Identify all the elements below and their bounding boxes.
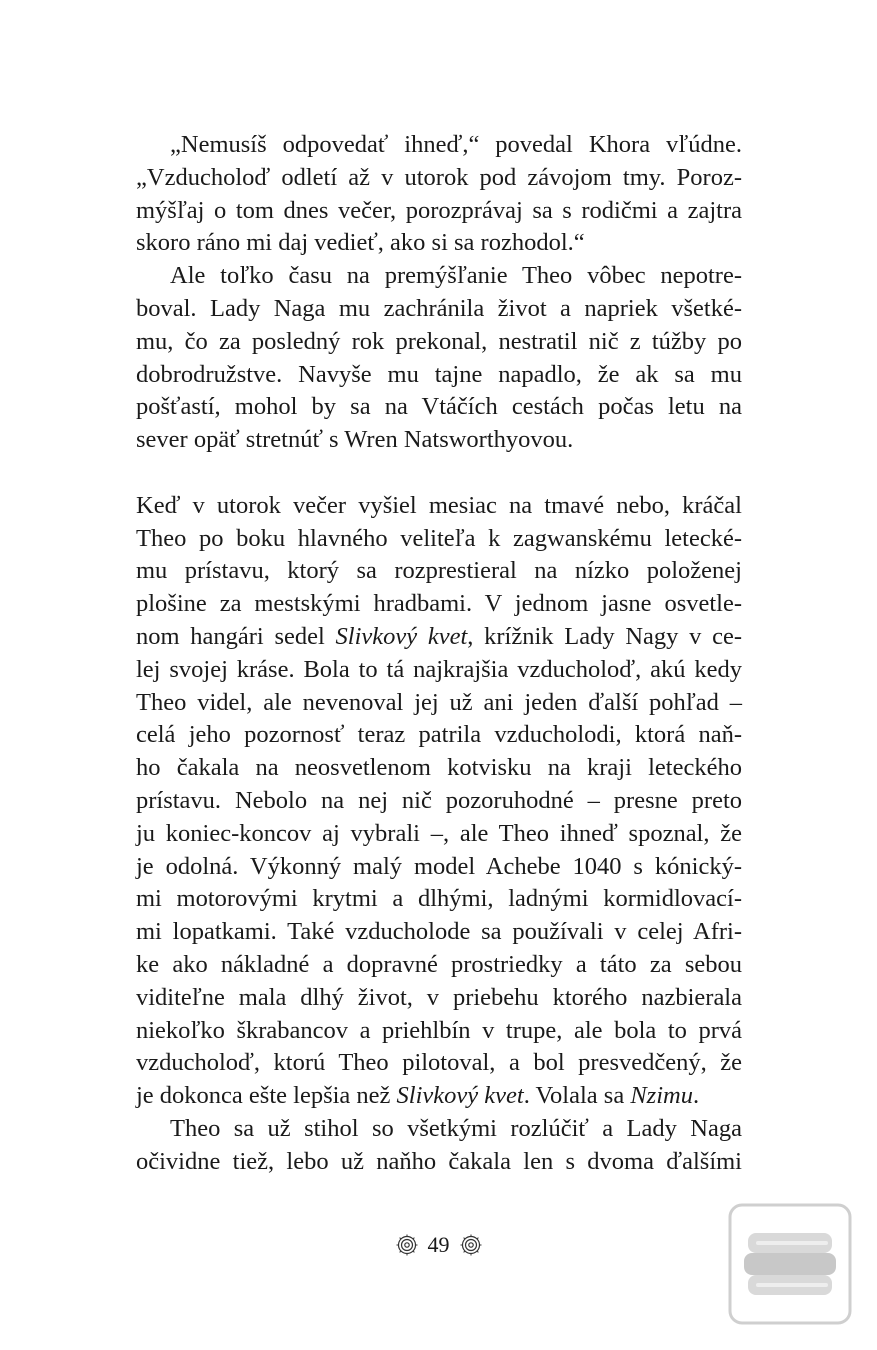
paragraph [136, 490, 742, 1113]
paragraph [136, 129, 742, 260]
text-line: niekoľko škrabancov a priehlbín v trupe, ale bola to prvá [136, 1016, 742, 1044]
text-line: mu prístavu, ktorý sa rozprestieral na nízko položenej [136, 557, 742, 585]
paragraph [136, 1113, 742, 1179]
text-line: skoro ráno mi daj vedieť, ako si sa rozhodol.“ [136, 229, 585, 257]
text-line: ju koniec-koncov aj vybrali –, ale Theo ihneď spoznal, že [136, 819, 742, 847]
text-line: plošine za mestskými hradbami. V jednom jasne osvetle- [136, 590, 742, 618]
paragraph [136, 260, 742, 457]
italic-title: Slivkový kvet [396, 1082, 524, 1110]
text-line: mu, čo za posledný rok prekonal, nestratil nič z túžby po [136, 327, 742, 355]
text-line: pošťastí, mohol by sa na Vtáčích cestách počas letu na [136, 393, 742, 421]
body-text [136, 129, 742, 1179]
text-line: Theo videl, ale nevenoval jej už ani jeden ďalší pohľad – [136, 688, 742, 716]
text-line: očividne tiež, lebo už naňho čakala len s dvoma ďalšími [136, 1147, 742, 1175]
text-line: vzducholoď, ktorú Theo pilotoval, a bol presvedčený, že [136, 1049, 742, 1077]
text-line: Theo po boku hlavného veliteľa k zagwanskému letecké- [136, 524, 742, 552]
text-line: mi motorovými krytmi a dlhými, ladnými kormidlovací- [136, 885, 742, 913]
page-number: 49 [427, 1232, 450, 1257]
text-line: je odolná. Výkonný malý model Achebe 1040 s kónický- [136, 852, 742, 880]
text-line: sever opäť stretnúť s Wren Natsworthyovou. [136, 426, 574, 454]
text-line: lej svojej kráse. Bola to tá najkrajšia vzducholoď, akú kedy [136, 655, 742, 683]
text-line: Keď v utorok večer vyšiel mesiac na tmavé nebo, kráčal [136, 491, 742, 519]
text-line: viditeľne mala dlhý život, v priebehu ktorého nazbierala [136, 983, 742, 1011]
text-line: Ale toľko času na premýšľanie Theo vôbec nepotre- [170, 262, 742, 290]
text-line: je dokonca ešte lepšia než Slivkový kvet. Volala sa Nzimu. [136, 1082, 700, 1110]
section-break [136, 457, 742, 490]
italic-title: Slivkový kvet [335, 622, 468, 650]
text-line: boval. Lady Naga mu zachránila život a napriek všetké- [136, 294, 742, 322]
book-preview-icon[interactable] [728, 1203, 852, 1325]
text-line: mýšľaj o tom dnes večer, porozprávaj sa s rodičmi a zajtra [136, 196, 742, 224]
text-line: prístavu. Nebolo na nej nič pozoruhodné – presne preto [136, 786, 742, 814]
text-line: ke ako nákladné a dopravné prostriedky a táto za sebou [136, 950, 742, 978]
text-line: ho čakala na neosvetlenom kotvisku na kraji leteckého [136, 754, 742, 782]
text-line: mi lopatkami. Také vzducholode sa používali v celej Afri- [136, 918, 742, 946]
text-line: nom hangári sedel Slivkový kvet, krížnik Lady Nagy v ce- [136, 622, 742, 650]
text-line: „Nemusíš odpovedať ihneď,“ povedal Khora vľúdne. [170, 131, 742, 158]
text-line: Theo sa už stihol so všetkými rozlúčiť a Lady Naga [170, 1114, 742, 1142]
right-ornament-icon [460, 1234, 482, 1256]
italic-title: Nzimu [630, 1082, 693, 1110]
left-ornament-icon [396, 1234, 418, 1256]
text-line: celá jeho pozornosť teraz patrila vzducholodi, ktorá naň- [136, 721, 742, 749]
text-line: „Vzducholoď odletí až v utorok pod závojom tmy. Poroz- [136, 163, 742, 191]
text-line: dobrodružstve. Navyše mu tajne napadlo, že ak sa mu [136, 360, 742, 388]
